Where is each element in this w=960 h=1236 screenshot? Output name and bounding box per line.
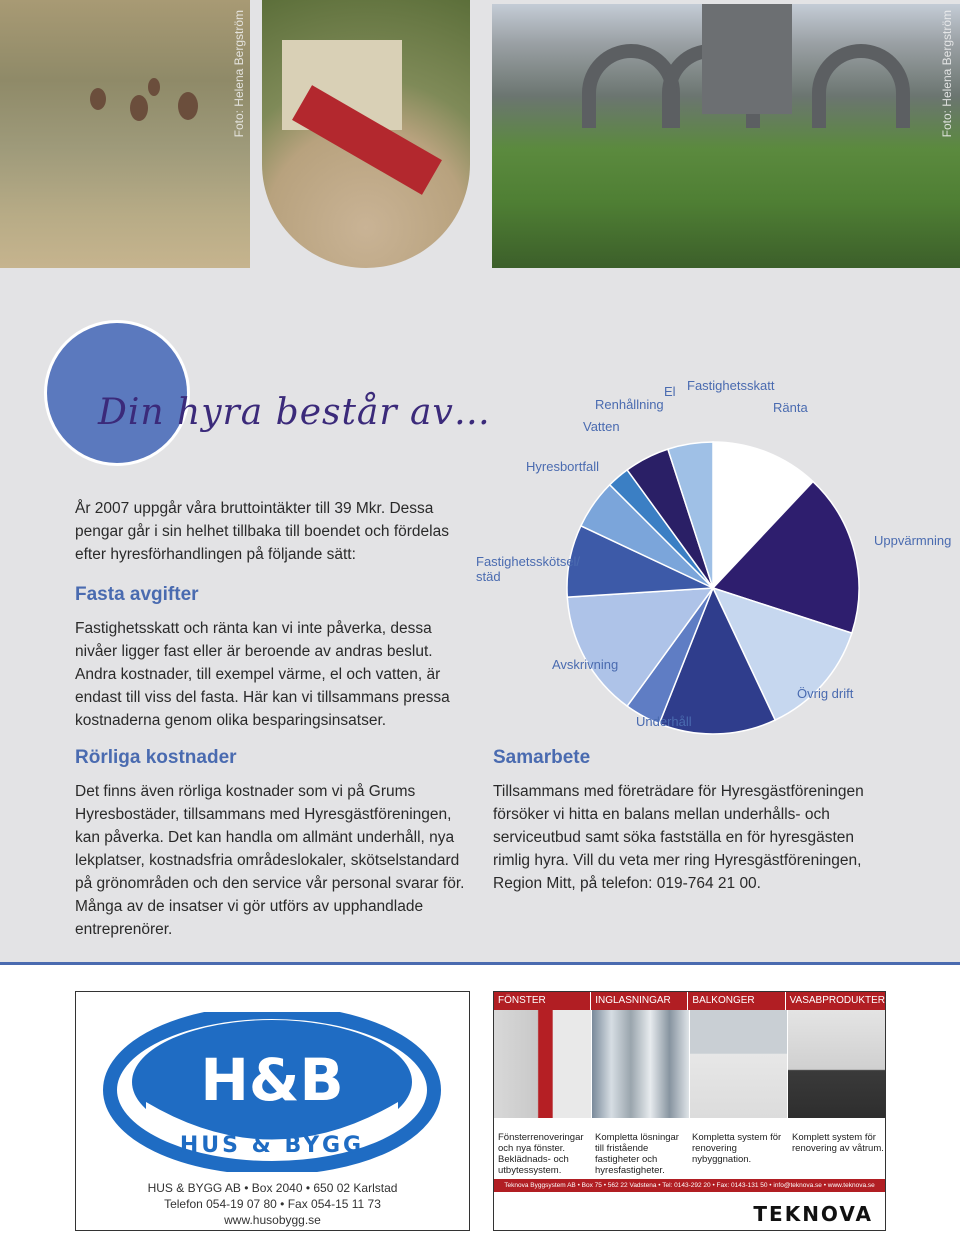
glazing-image bbox=[592, 1010, 689, 1118]
photo-credit: Foto: Helena Bergström bbox=[232, 10, 246, 138]
teknova-caption: Kompletta lösningar till fristående fastigheter och hyresfastigheter. bbox=[595, 1132, 679, 1176]
bathroom-image bbox=[788, 1010, 885, 1118]
pie-label-ranta: Ränta bbox=[773, 400, 808, 415]
cooperation-heading: Samarbete bbox=[493, 747, 591, 768]
pie-label-underhall: Underhåll bbox=[636, 714, 692, 729]
teknova-ad[interactable] bbox=[493, 991, 886, 1231]
page-title: Din hyra består av… bbox=[98, 392, 491, 433]
pie-label-hyresbortfall: Hyresbortfall bbox=[526, 459, 599, 474]
pie-label-ovrig-drift: Övrig drift bbox=[797, 686, 854, 701]
intro-text: År 2007 uppgår våra bruttointäkter till 39 Mkr. Dessa pengar går i sin helhet tillbaka till boendet och fördelas efter hyresförhandlingen på följande sätt: bbox=[75, 500, 449, 563]
pie-label-fastighetsskotsel: Fastighetsskötsel/ städ bbox=[476, 554, 581, 584]
photo-credit: Foto: Helena Bergström bbox=[940, 10, 954, 138]
teknova-caption: Kompletta system för renovering nybyggnation. bbox=[692, 1132, 782, 1165]
pie-label-uppvarmning: Uppvärmning bbox=[874, 533, 952, 548]
pie-label-fastighetsskatt: Fastighetsskatt bbox=[687, 378, 775, 393]
teknova-tab: VASABPRODUKTER bbox=[789, 995, 885, 1006]
teknova-contact-bar: Teknova Byggsystem AB • Box 75 • 562 22 Vadstena • Tel: 0143-292 20 • Fax: 0143-131 50 • info@teknova.se • www.teknova.se bbox=[494, 1179, 885, 1192]
balcony-image bbox=[690, 1010, 787, 1118]
hb-website-link[interactable]: www.husobygg.se bbox=[224, 1213, 321, 1227]
fixed-body: Fastighetsskatt och ränta kan vi inte påverka, dessa nivåer ligger fast eller är beroende av andras beslut. Andra kostnader, till exempel värme, el och vatten, är endast till viss del fasta. Här kan vi tillsammans pressa kostnaderna genom olika besparingsinsatser. bbox=[75, 620, 450, 729]
window-image bbox=[494, 1010, 591, 1118]
hus-bygg-logo bbox=[76, 1012, 469, 1172]
pie-label-el: El bbox=[664, 384, 676, 399]
variable-body: Det finns även rörliga kostnader som vi på Grums Hyresbostäder, tillsammans med Hyresgästföreningen, kan påverka. Det kan handla om allmänt underhåll, nya lekplatser, kostnadsfria områdeslokaler, skötselstandard på grönområden och den service vår personal svarar för. Många av de insatser vi gör utförs av upphandlade entreprenörer. bbox=[75, 783, 465, 938]
hus-bygg-ad[interactable] bbox=[75, 991, 470, 1231]
fixed-heading: Fasta avgifter bbox=[75, 584, 199, 605]
teknova-logo: TEKNOVA bbox=[753, 1202, 873, 1226]
teknova-caption: Komplett system för renovering av våtrum. bbox=[792, 1132, 884, 1154]
hb-logo-text: H&B bbox=[200, 1046, 344, 1114]
pie-label-renhallning: Renhållning bbox=[595, 397, 664, 412]
hb-phone: Telefon 054-19 07 80 • Fax 054-15 11 73 bbox=[164, 1197, 381, 1211]
variable-heading: Rörliga kostnader bbox=[75, 747, 237, 768]
pie-label-vatten: Vatten bbox=[583, 419, 620, 434]
divider bbox=[0, 962, 960, 965]
teknova-tab: BALKONGER bbox=[688, 992, 785, 1010]
teknova-caption: Fönsterrenoveringar och nya fönster. Beklädnads- och utbytessystem. bbox=[498, 1132, 584, 1176]
hb-address: HUS & BYGG AB • Box 2040 • 650 02 Karlstad bbox=[147, 1181, 398, 1195]
pie-label-avskrivning: Avskrivning bbox=[552, 657, 619, 672]
teknova-tabs bbox=[494, 992, 885, 1010]
teknova-tab: FÖNSTER bbox=[494, 992, 591, 1010]
cooperation-body: Tillsammans med företrädare för Hyresgästföreningen försöker vi hitta en balans mellan underhålls- och serviceutbud samt söka fastställa en för hyresgästen rimlig hyra. Vill du veta mer ring Hyresgästföreningen, Region Mitt, på telefon: 019-764 21 00. bbox=[493, 783, 864, 892]
hb-logo-arc-text: HUS & BYGG bbox=[179, 1133, 365, 1158]
teknova-tab: INGLASNINGAR bbox=[591, 992, 688, 1010]
